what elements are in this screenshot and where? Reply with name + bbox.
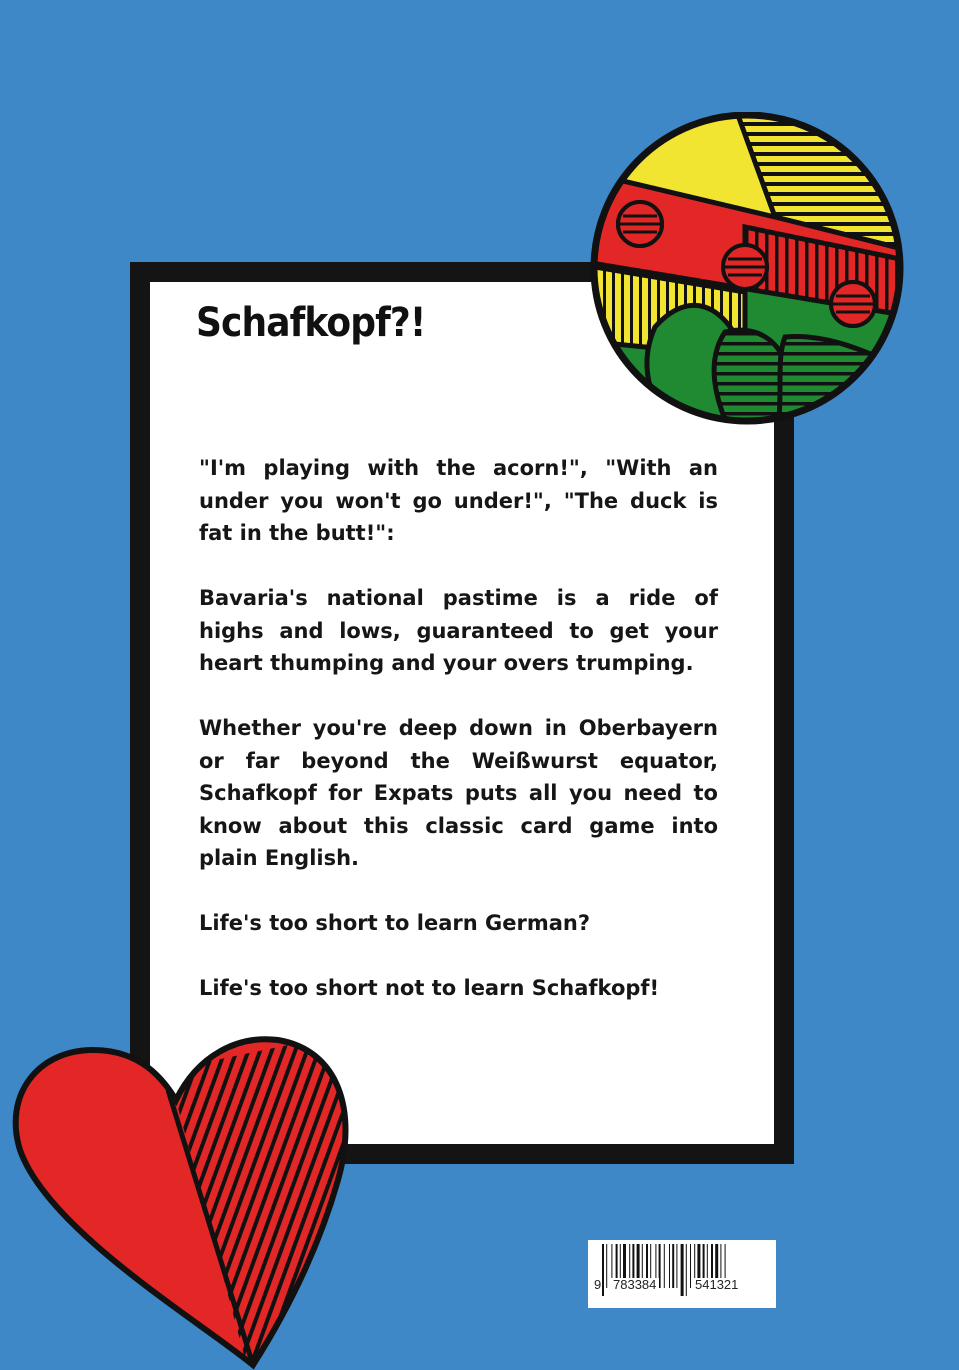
barcode-bar [669, 1244, 670, 1288]
blurb-paragraph-pastime: Bavaria's national pastime is a ride of highs and lows, guaranteed to get your heart thumping and your overs trumping. [199, 586, 718, 675]
heart-suit-icon [8, 1030, 360, 1370]
barcode-bar [690, 1244, 691, 1288]
barcode-bar [676, 1244, 677, 1288]
barcode-bar [681, 1244, 684, 1296]
barcode-digit-first: 9 [594, 1277, 602, 1292]
bell-suit-ball-icon [585, 112, 910, 442]
barcode-bar [664, 1244, 665, 1288]
blurb-text [199, 452, 718, 1037]
isbn-barcode [588, 1240, 776, 1308]
blurb-paragraph-expats: Whether you're deep down in Oberbayern or far beyond the Weißwurst equator, Schafkopf for Expats puts all you need to know about this classic card game into plain English. [199, 716, 718, 870]
blurb-paragraph-closing: Life's too short not to learn Schafkopf! [199, 976, 660, 1000]
barcode-bars [588, 1240, 776, 1308]
barcode-bar [602, 1244, 604, 1296]
blurb-paragraph-quotes: "I'm playing with the acorn!", "With an under you won't go under!", "The duck is fat in the butt!": [199, 456, 718, 545]
barcode-digits-left: 783384 [610, 1278, 659, 1292]
barcode-bar [686, 1244, 687, 1296]
cover-title: Schafkopf?! [196, 300, 426, 346]
barcode-digits-right: 541321 [692, 1278, 741, 1292]
barcode-bar [672, 1244, 674, 1288]
blurb-paragraph-question: Life's too short to learn German? [199, 911, 591, 935]
barcode-bar [606, 1244, 607, 1288]
